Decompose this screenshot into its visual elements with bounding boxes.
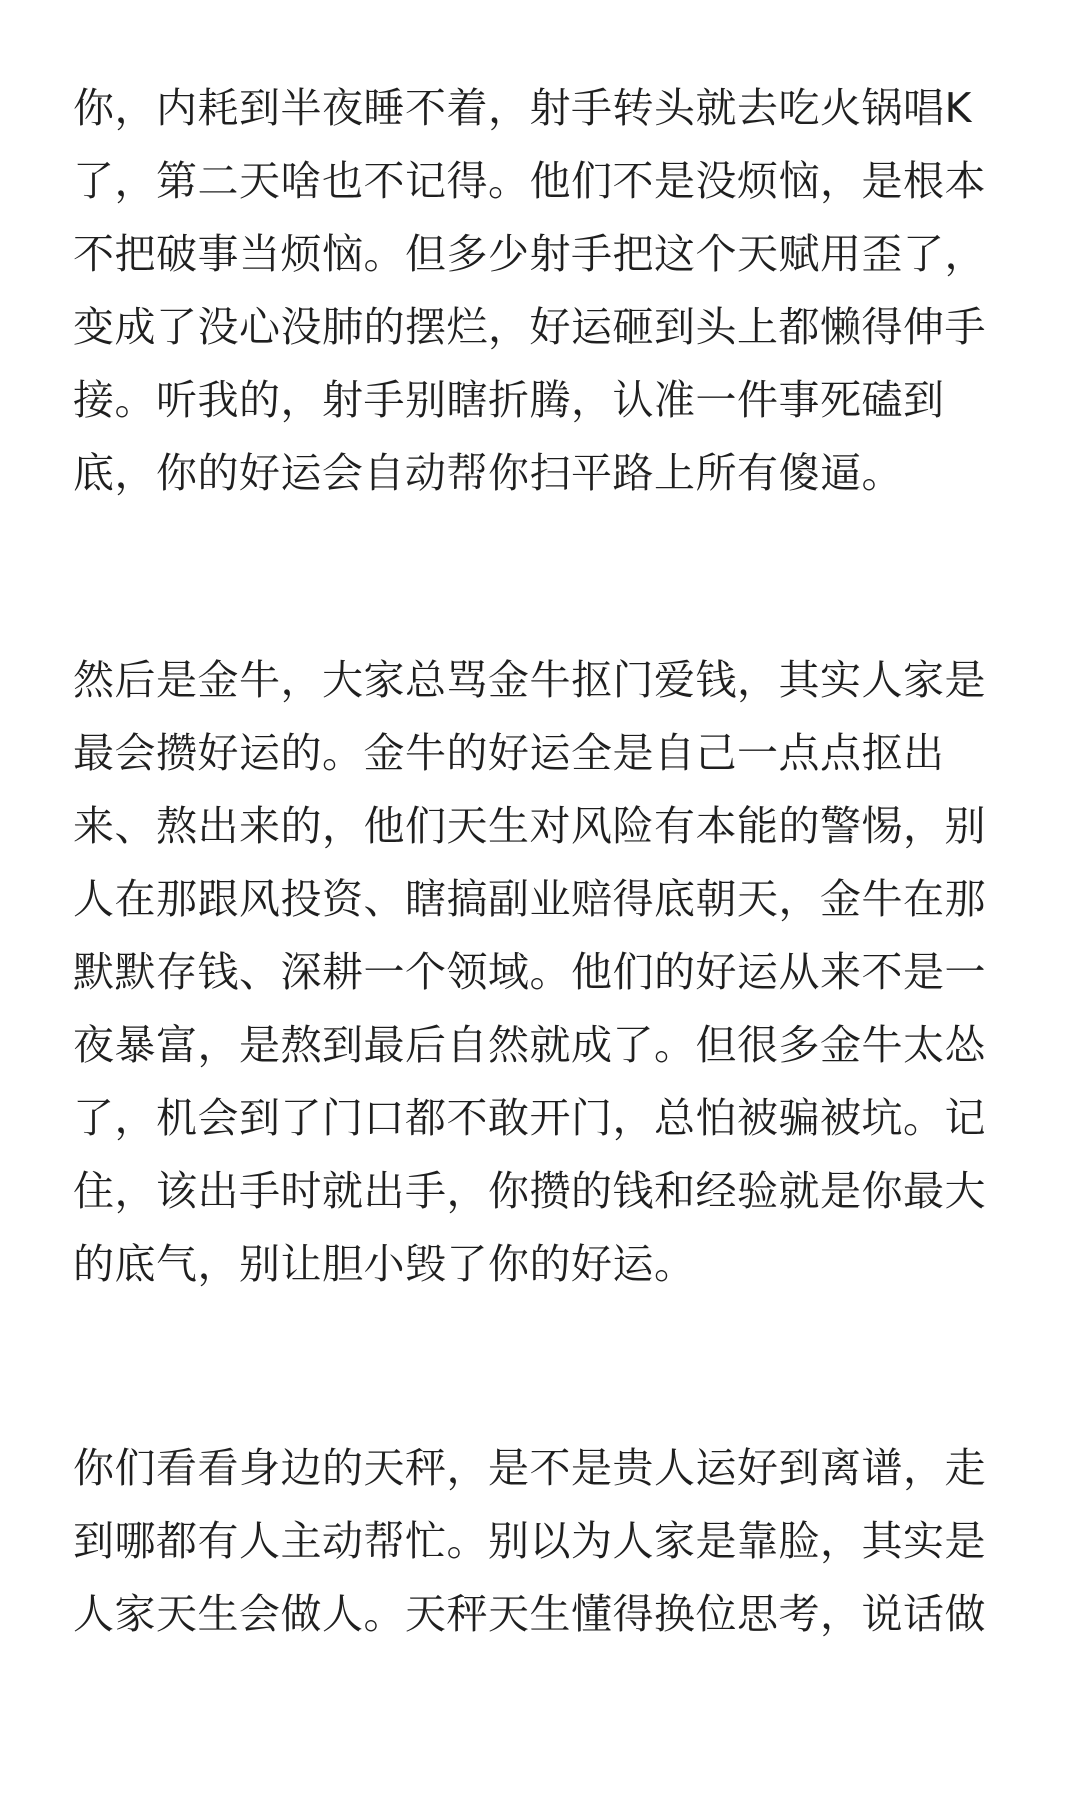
paragraph-libra: 你们看看身边的天秤，是不是贵人运好到离谱，走 到哪都有人主动帮忙。别以为人家是靠脸，其实是 人家天生会做人。天秤天生懂得换位思考，说话做 (73, 1444, 986, 1638)
paragraph-taurus: 然后是金牛，大家总骂金牛抠门爱钱，其实人家是 最会攒好运的。金牛的好运全是自己一点点抠出 来、熬出来的，他们天生对风险有本能的警惕，别 人在那跟风投资、瞎搞副业赔得底朝天，金牛在那 默默存钱、深耕一个领域。他们的好运从来不是一 夜暴富，是熬到最后自然就成了。但很多金牛太怂 了，机会到了门口都不敢开门，总怕被骗被坑。记 住，该出手时就出手，你攒的钱和经验就是你最大 的底气，别让胆小毁了你的好运。 (73, 656, 986, 1288)
paragraph-sagittarius: 你，内耗到半夜睡不着，射手转头就去吃火锅唱K 了，第二天啥也不记得。他们不是没烦恼，是根本 不把破事当烦恼。但多少射手把这个天赋用歪了， 变成了没心没肺的摆烂，好运砸到头上都懒得伸手 接。听我的，射手别瞎折腾，认准一件事死磕到 底，你的好运会自动帮你扫平路上所有傻逼。 (73, 84, 986, 497)
